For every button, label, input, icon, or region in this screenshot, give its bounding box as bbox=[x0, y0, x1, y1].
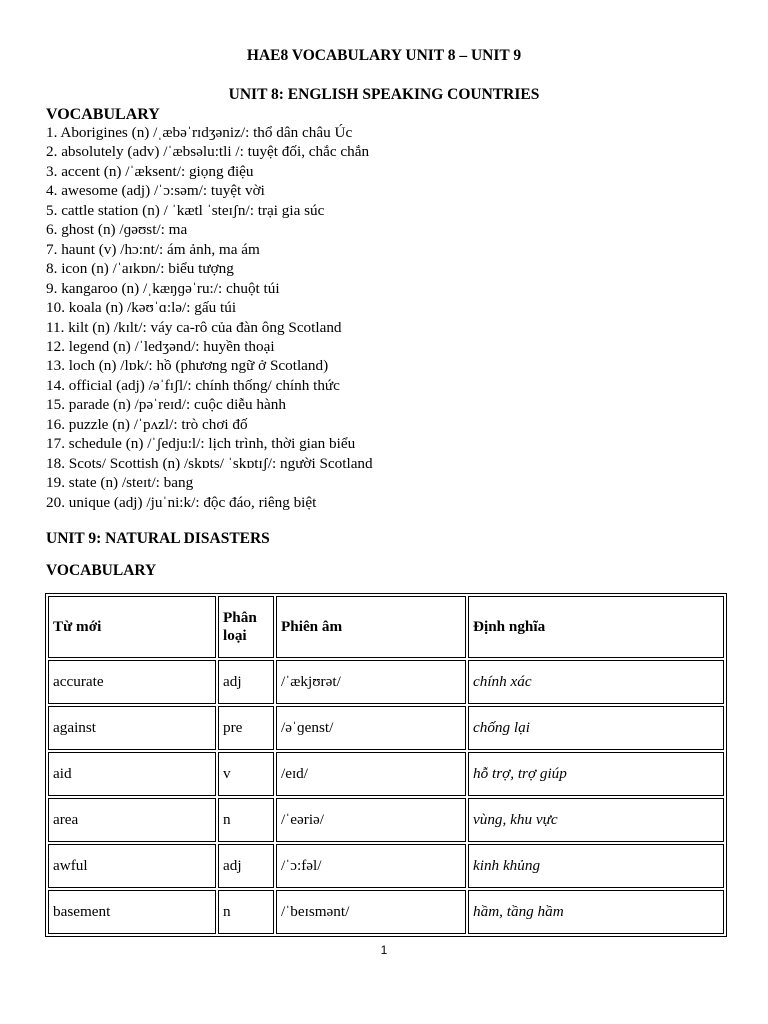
word-class-cell: v bbox=[218, 752, 274, 796]
list-item: 20. unique (adj) /juˈni:k/: độc đáo, riêng biệt bbox=[46, 493, 317, 511]
unit8-vocabulary-list bbox=[46, 123, 726, 512]
header-definition: Định nghĩa bbox=[468, 596, 724, 658]
table-row bbox=[48, 706, 724, 750]
word-class-cell: adj bbox=[218, 660, 274, 704]
list-item: 15. parade (n) /pəˈreɪd/: cuộc diễu hành bbox=[46, 396, 286, 414]
definition-cell: vùng, khu vực bbox=[468, 798, 724, 842]
page-number: 1 bbox=[380, 943, 388, 957]
definition-cell: hầm, tầng hầm bbox=[468, 890, 724, 934]
phonetic-cell: /ˈbeɪsmənt/ bbox=[276, 890, 466, 934]
definition-cell: kinh khủng bbox=[468, 844, 724, 888]
word-class-cell: n bbox=[218, 890, 274, 934]
phonetic-cell: /ˈɔ:fəl/ bbox=[276, 844, 466, 888]
list-item: 13. loch (n) /lɒk/: hồ (phương ngữ ở Scotland) bbox=[46, 357, 329, 375]
word-class-cell: adj bbox=[218, 844, 274, 888]
word-class-cell: pre bbox=[218, 706, 274, 750]
list-item: 7. haunt (v) /hɔ:nt/: ám ảnh, ma ám bbox=[46, 240, 260, 258]
word-cell: aid bbox=[48, 752, 216, 796]
list-item: 2. absolutely (adv) /ˈæbsəlu:tli /: tuyệt đối, chắc chắn bbox=[46, 143, 370, 161]
phonetic-cell: /ˈeəriə/ bbox=[276, 798, 466, 842]
list-item: 14. official (adj) /əˈfɪʃl/: chính thống/ chính thức bbox=[46, 376, 340, 394]
list-item: 16. puzzle (n) /ˈpʌzl/: trò chơi đố bbox=[46, 415, 248, 433]
document-title: HAE8 VOCABULARY UNIT 8 – UNIT 9 bbox=[246, 47, 522, 64]
word-cell: awful bbox=[48, 844, 216, 888]
phonetic-cell: /ˈækjʊrət/ bbox=[276, 660, 466, 704]
table-row bbox=[48, 890, 724, 934]
unit9-vocabulary-heading: VOCABULARY bbox=[46, 562, 157, 579]
list-item: 1. Aborigines (n) /ˌæbəˈrɪdʒəniz/: thổ dân châu Úc bbox=[46, 124, 353, 141]
definition-cell: chống lại bbox=[468, 706, 724, 750]
header-new-word: Từ mới bbox=[48, 596, 216, 658]
word-cell: basement bbox=[48, 890, 216, 934]
unit8-vocabulary-heading: VOCABULARY bbox=[46, 106, 160, 123]
word-class-cell: n bbox=[218, 798, 274, 842]
table-row bbox=[48, 844, 724, 888]
list-item: 9. kangaroo (n) /ˌkæŋɡəˈru:/: chuột túi bbox=[46, 279, 280, 297]
word-cell: accurate bbox=[48, 660, 216, 704]
definition-cell: hỗ trợ, trợ giúp bbox=[468, 752, 724, 796]
definition-cell: chính xác bbox=[468, 660, 724, 704]
list-item: 3. accent (n) /ˈæksent/: giọng điệu bbox=[46, 162, 254, 180]
header-phonetic: Phiên âm bbox=[276, 596, 466, 658]
list-item: 12. legend (n) /ˈledʒənd/: huyền thoại bbox=[46, 337, 275, 355]
list-item: 11. kilt (n) /kɪlt/: váy ca-rô của đàn ông Scotland bbox=[46, 318, 342, 336]
phonetic-cell: /əˈɡenst/ bbox=[276, 706, 466, 750]
unit8-title: UNIT 8: ENGLISH SPEAKING COUNTRIES bbox=[228, 86, 540, 103]
list-item: 6. ghost (n) /ɡəʊst/: ma bbox=[46, 221, 188, 239]
table-row bbox=[48, 798, 724, 842]
header-word-class: Phân loại bbox=[218, 596, 274, 658]
list-item: 19. state (n) /steɪt/: bang bbox=[46, 474, 194, 492]
list-item: 17. schedule (n) /ˈʃedju:l/: lịch trình, thời gian biểu bbox=[46, 435, 356, 453]
list-item: 8. icon (n) /ˈaɪkɒn/: biểu tượng bbox=[46, 260, 234, 278]
phonetic-cell: /eɪd/ bbox=[276, 752, 466, 796]
list-item: 4. awesome (adj) /ˈɔ:səm/: tuyệt vời bbox=[46, 182, 265, 200]
word-cell: against bbox=[48, 706, 216, 750]
word-cell: area bbox=[48, 798, 216, 842]
table-row bbox=[48, 660, 724, 704]
unit9-title: UNIT 9: NATURAL DISASTERS bbox=[46, 530, 270, 547]
table-header-row bbox=[48, 596, 724, 658]
list-item: 18. Scots/ Scottish (n) /skɒts/ ˈskɒtɪʃ/: người Scotland bbox=[46, 454, 373, 472]
list-item: 10. koala (n) /kəʊˈɑ:lə/: gấu túi bbox=[46, 299, 237, 317]
unit9-vocabulary-table bbox=[45, 593, 727, 937]
list-item: 5. cattle station (n) / ˈkætl ˈsteɪʃn/: trại gia súc bbox=[46, 201, 325, 219]
table-row bbox=[48, 752, 724, 796]
